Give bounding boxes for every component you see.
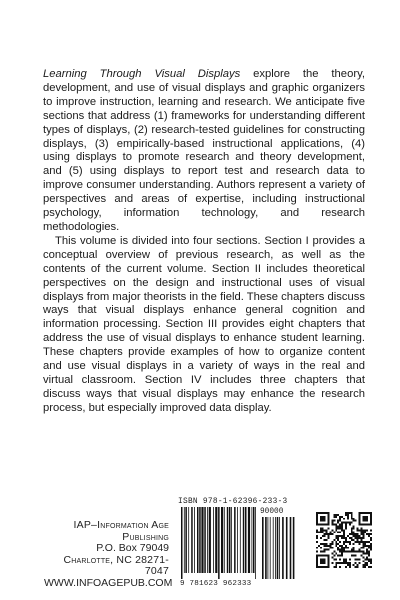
paragraph-1-text: explore the theory, development, and use of visual displays and graphic organizers to improve instruction, learning and research. We anticipate five sections that address (1) frameworks for understanding different types of displays, (2) research-tested guidelines for constructing displays, (3) empirically-based instructional applications, (4) using displays to promote research and theory development, and (5) using displays to report test and research data to improve consumer understanding. Authors represent a variety of perspectives and areas of expertise, including instructional psychology, information technology, and research methodologies. — [43, 68, 365, 233]
isbn-label: ISBN 978-1-62396-233-3 — [178, 498, 288, 506]
cover-description — [43, 68, 365, 416]
price-addon-code: 90000 — [260, 508, 284, 516]
description-paragraph-2: This volume is divided into four sections. Section I provides a conceptual overview of previous research, as well as the contents of the current volume. Section II includes theoretical perspectives on the design and instructional uses of visual displays from major theorists in the field. These chapters discuss ways that visual displays enhance general cognition and information processing. Section III provides eight chapters that address the use of visual displays to enhance student learning. These chapters provide examples of how to organize content and use visual displays in a variety of ways in the real and virtual classroom. Section IV includes three chapters that discuss ways that visual displays may enhance the research process, but especially improved data display. — [43, 234, 365, 414]
publisher-website: WWW.INFOAGEPUB.COM — [44, 576, 173, 589]
publisher-city: Charlotte, NC 28271-7047 — [63, 553, 169, 578]
description-paragraph-1 — [43, 68, 365, 235]
publisher-name: IAP–Information Age Publishing — [73, 519, 169, 543]
isbn-barcode — [180, 507, 296, 579]
publisher-address — [44, 519, 173, 590]
publisher-po-box: P.O. Box 79049 — [96, 542, 169, 555]
qr-code — [316, 512, 372, 568]
barcode-digits: 9 781623 962333 — [180, 580, 252, 588]
book-title-reference: Learning Through Visual Displays — [43, 68, 241, 80]
